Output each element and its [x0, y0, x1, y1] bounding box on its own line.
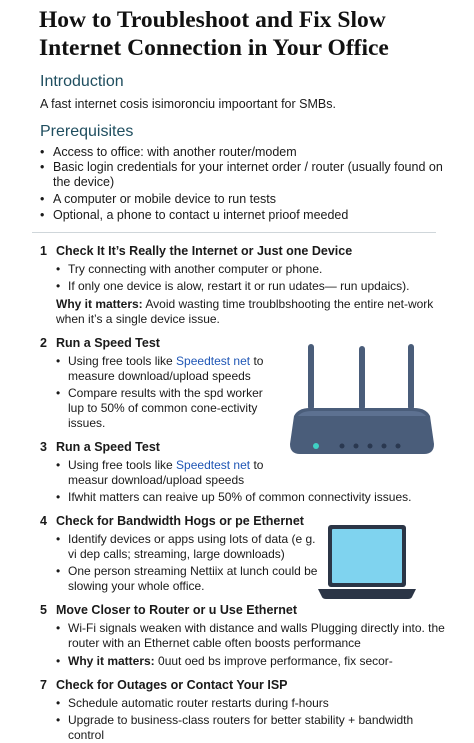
why-label: Why it matters: — [68, 654, 155, 668]
step-7 — [40, 677, 446, 743]
router-antenna-right — [408, 344, 414, 410]
step-title: Check for Bandwidth Hogs or pe Ethernet — [56, 514, 304, 528]
router-light — [382, 444, 387, 449]
step-title: Check It It’s Really the Internet or Just one Device — [56, 244, 353, 258]
step-points — [56, 621, 446, 651]
router-light — [368, 444, 373, 449]
prerequisites-section — [40, 122, 446, 223]
point-text: to measure download/upload speeds — [68, 354, 264, 383]
router-top-shine — [298, 411, 426, 416]
router-light — [340, 444, 345, 449]
router-power-light — [313, 443, 319, 449]
page-title-line-1: How to Troubleshoot and Fix Slow — [39, 7, 386, 33]
router-antenna-left — [308, 344, 314, 410]
section-divider — [32, 232, 436, 233]
list-item: • Ifwhit matters can reaive up 50% of common connectivity issues. — [56, 490, 416, 505]
router-illustration — [288, 344, 436, 460]
list-item: • Optional, a phone to contact u internet prioof meeded — [40, 207, 446, 223]
step-heading — [40, 243, 446, 259]
router-light — [354, 444, 359, 449]
why-it-matters — [56, 654, 446, 669]
list-item: • Compare results with the spd worker lup to 50% of common cone-ectivity issues. — [56, 386, 264, 431]
list-item: • If only one device is alow, restart it or run udates— run updaics). — [56, 279, 446, 294]
list-item: • One person streaming Nettiix at lunch could be slowing your whole office. — [56, 564, 318, 594]
speedtest-link[interactable]: Speedtest net — [176, 458, 251, 472]
step-title: Run a Speed Test — [56, 336, 160, 350]
point-text: Using free tools like — [68, 458, 177, 472]
page-title — [39, 6, 446, 62]
speedtest-link[interactable]: Speedtest net — [176, 354, 251, 368]
introduction-heading: Introduction — [40, 73, 124, 90]
page-title-line-2: Internet Connection in Your Office — [39, 35, 389, 61]
step-heading — [40, 602, 446, 618]
list-item: • Schedule automatic router restarts during f-hours — [56, 696, 446, 711]
why-label: Why it matters: — [56, 297, 143, 311]
list-item — [56, 458, 291, 488]
laptop-base — [318, 589, 416, 599]
step-number: 7 — [40, 678, 47, 692]
list-item: • Access to office: with another router/modem — [40, 144, 446, 160]
list-item: • Try connecting with another computer or phone. — [56, 262, 446, 277]
step-points — [56, 262, 446, 294]
point-text: Using free tools like — [68, 354, 177, 368]
step-heading — [40, 677, 446, 693]
why-it-matters — [56, 297, 446, 327]
introduction-text: A fast internet cosis isimoronciu impoortant for SMBs. — [40, 97, 336, 111]
list-item: • A computer or mobile device to run tests — [40, 191, 446, 207]
step-number: 2 — [40, 336, 47, 350]
list-item: • Identify devices or apps using lots of data (e g. vi dep calls; streaming, large downloads) — [56, 532, 318, 562]
prerequisites-heading: Prerequisites — [40, 123, 134, 140]
step-number: 1 — [40, 244, 47, 258]
prerequisites-list — [40, 144, 446, 223]
why-text: 0uut oed bs improve performance, fix secor- — [154, 654, 393, 668]
step-points — [56, 458, 446, 505]
list-item: • Basic login credentials for your internet order / router (usually found on the device) — [40, 160, 446, 190]
introduction-section — [40, 72, 446, 112]
why-text: Avoid wasting time troublbshooting the entire net-work when it’s a single device issue. — [56, 297, 434, 326]
router-light — [396, 444, 401, 449]
step-5 — [40, 602, 446, 669]
step-number: 4 — [40, 514, 47, 528]
step-points — [56, 696, 446, 743]
router-antenna-middle — [359, 346, 365, 410]
list-item: • Upgrade to business-class routers for better stability + bandwidth control — [56, 713, 446, 743]
step-title: Run a Speed Test — [56, 440, 160, 454]
bullet: • — [56, 654, 61, 668]
point-text: to measur download/upload speeds — [68, 458, 264, 487]
step-title: Check for Outages or Contact Your ISP — [56, 678, 288, 692]
step-number: 5 — [40, 603, 47, 617]
laptop-screen — [332, 529, 402, 583]
laptop-illustration — [318, 525, 416, 599]
step-number: 3 — [40, 440, 47, 454]
list-item: • Wi-Fi signals weaken with distance and walls Plugging directly into. the router with an Ethernet cable often boosts performance — [56, 621, 446, 651]
step-1 — [40, 243, 446, 327]
list-item — [56, 354, 291, 384]
step-title: Move Closer to Router or u Use Ethernet — [56, 603, 298, 617]
